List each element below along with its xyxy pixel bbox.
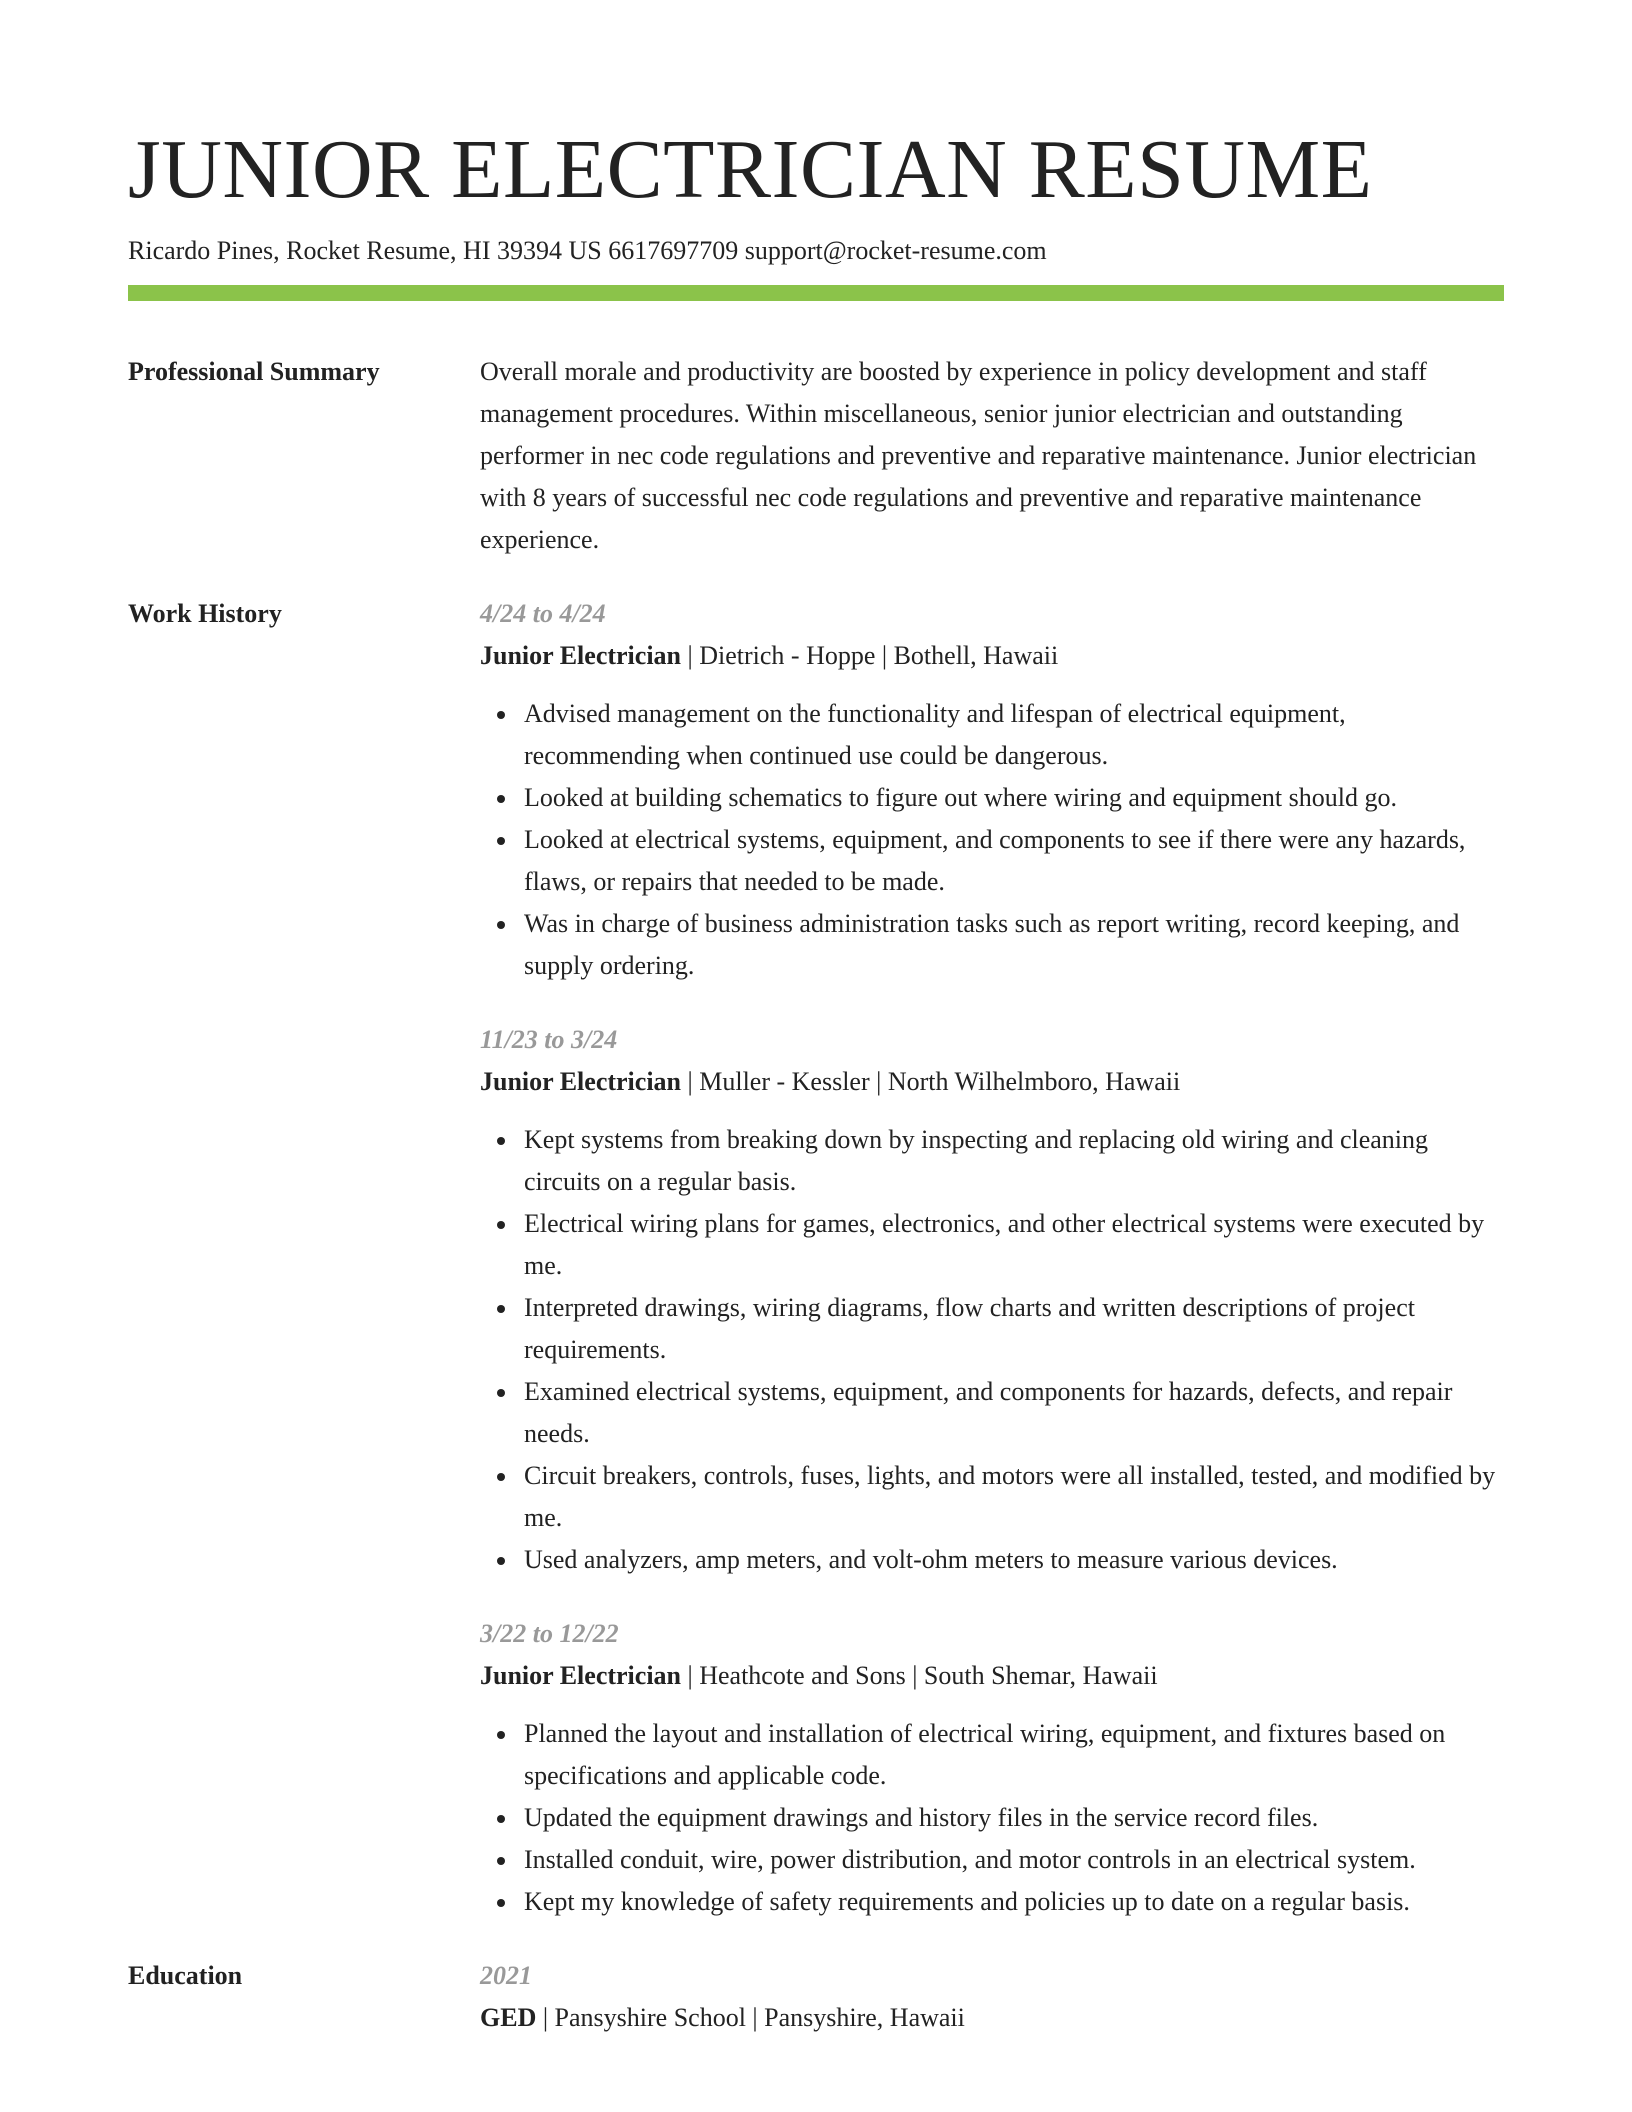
job-dates: 4/24 to 4/24	[480, 599, 606, 628]
education-degree: GED	[480, 2003, 537, 2032]
work-history-section	[128, 593, 1504, 1923]
job-heading	[480, 1655, 1504, 1697]
job-bullet: Looked at electrical systems, equipment, and components to see if there were any hazards, flaws, or repairs that needed to be made.	[524, 819, 1504, 903]
education-section	[128, 1955, 1504, 2039]
job-bullet-list	[480, 1713, 1504, 1923]
job-bullet: Used analyzers, amp meters, and volt-ohm meters to measure various devices.	[524, 1539, 1504, 1581]
job-entry	[480, 593, 1504, 987]
job-employer-location: | Dietrich - Hoppe | Bothell, Hawaii	[681, 641, 1059, 670]
section-label-summary: Professional Summary	[128, 357, 380, 386]
resume-title: JUNIOR ELECTRICIAN RESUME	[128, 123, 1373, 216]
job-bullet: Circuit breakers, controls, fuses, lights, and motors were all installed, tested, and modified by me.	[524, 1455, 1504, 1539]
job-employer-location: | Heathcote and Sons | South Shemar, Hawaii	[681, 1661, 1158, 1690]
accent-divider	[128, 285, 1504, 301]
job-title: Junior Electrician	[480, 641, 682, 670]
job-employer-location: | Muller - Kessler | North Wilhelmboro, Hawaii	[681, 1067, 1181, 1096]
section-label-education: Education	[128, 1961, 243, 1990]
job-bullet-list	[480, 1119, 1504, 1581]
education-body	[480, 1955, 1504, 2039]
section-label-work: Work History	[128, 599, 282, 628]
education-entry	[480, 1955, 1504, 2039]
job-bullet: Installed conduit, wire, power distribution, and motor controls in an electrical system.	[524, 1839, 1504, 1881]
education-dates: 2021	[480, 1961, 532, 1990]
summary-body	[480, 351, 1504, 561]
summary-text: Overall morale and productivity are boosted by experience in policy development and staff management procedures. Within miscellaneous, senior junior electrician and outstanding performer in nec code regulations and preventive and reparative maintenance. Junior electrician with 8 years of successful nec code regulations and preventive and reparative maintenance experience.	[480, 357, 1477, 554]
job-entry	[480, 1613, 1504, 1923]
contact-line: Ricardo Pines, Rocket Resume, HI 39394 US 6617697709 support@rocket-resume.com	[128, 236, 1047, 265]
job-bullet: Examined electrical systems, equipment, and components for hazards, defects, and repair needs.	[524, 1371, 1504, 1455]
job-dates: 3/22 to 12/22	[480, 1619, 619, 1648]
resume-page	[128, 0, 1504, 2039]
job-bullet: Was in charge of business administration tasks such as report writing, record keeping, and supply ordering.	[524, 903, 1504, 987]
job-bullet: Looked at building schematics to figure out where wiring and equipment should go.	[524, 777, 1504, 819]
job-entry	[480, 1019, 1504, 1581]
job-bullet: Advised management on the functionality and lifespan of electrical equipment, recommending when continued use could be dangerous.	[524, 693, 1504, 777]
job-bullet: Kept systems from breaking down by inspecting and replacing old wiring and cleaning circuits on a regular basis.	[524, 1119, 1504, 1203]
job-bullet: Interpreted drawings, wiring diagrams, flow charts and written descriptions of project requirements.	[524, 1287, 1504, 1371]
education-school-location: | Pansyshire School | Pansyshire, Hawaii	[536, 2003, 965, 2032]
job-bullet: Electrical wiring plans for games, electronics, and other electrical systems were executed by me.	[524, 1203, 1504, 1287]
job-heading	[480, 1061, 1504, 1103]
education-heading	[480, 1997, 1504, 2039]
job-bullet: Kept my knowledge of safety requirements and policies up to date on a regular basis.	[524, 1881, 1504, 1923]
job-title: Junior Electrician	[480, 1661, 682, 1690]
job-bullet: Updated the equipment drawings and history files in the service record files.	[524, 1797, 1504, 1839]
work-history-body	[480, 593, 1504, 1923]
job-bullet-list	[480, 693, 1504, 987]
job-title: Junior Electrician	[480, 1067, 682, 1096]
summary-section	[128, 351, 1504, 561]
job-bullet: Planned the layout and installation of electrical wiring, equipment, and fixtures based on specifications and applicable code.	[524, 1713, 1504, 1797]
job-heading	[480, 635, 1504, 677]
job-dates: 11/23 to 3/24	[480, 1025, 618, 1054]
